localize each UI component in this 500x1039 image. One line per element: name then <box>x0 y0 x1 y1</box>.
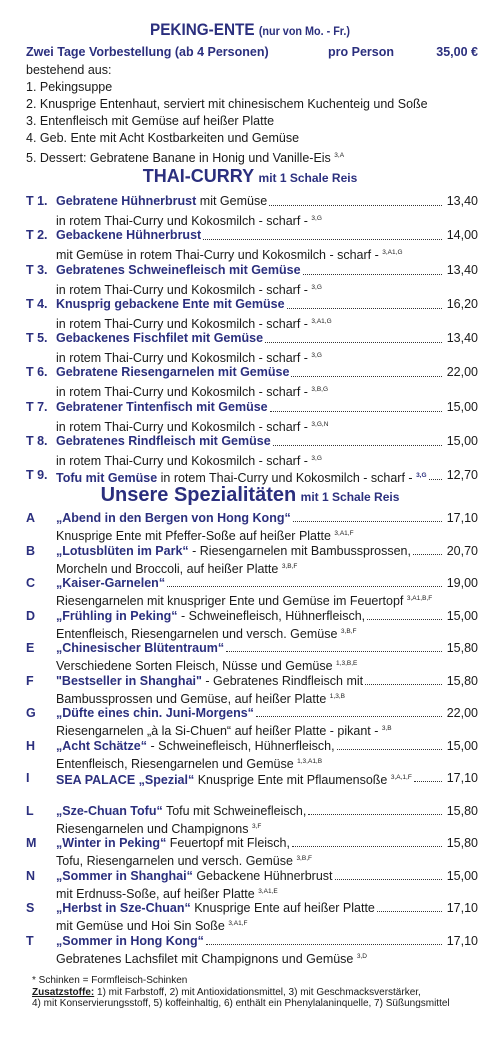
item-code: E <box>26 641 35 655</box>
item-code: F <box>26 673 34 688</box>
item-desc-text: Morcheln und Broccoli, auf heißer Platte <box>56 561 279 576</box>
item-desc <box>26 210 478 227</box>
item-price: 15,00 <box>446 868 478 883</box>
item-row <box>26 738 478 754</box>
item-name-text: „Lotusblüten im Park“ <box>56 543 189 558</box>
additives-line-1: 1) mit Farbstoff, 2) mit Antioxidationsmittel, 3) mit Geschmacksverstärker, <box>94 986 421 998</box>
thai-item <box>26 330 478 364</box>
item-name-rest: Tofu mit Schweinefleisch, <box>162 803 307 818</box>
peking-subtitle: (nur von Mo. - Fr.) <box>258 24 351 38</box>
item-name <box>56 262 301 279</box>
item-desc <box>26 819 478 835</box>
item-price: 15,80 <box>446 673 478 688</box>
item-row <box>26 543 478 559</box>
item-name-rest: - Riesengarnelen mit Bambussprossen, <box>188 543 411 558</box>
item-code: T 7. <box>26 399 48 414</box>
spez-item <box>26 835 478 868</box>
item-desc <box>26 450 478 467</box>
item-row <box>26 193 478 210</box>
dot-leader <box>292 835 442 847</box>
item-row <box>26 803 478 819</box>
spez-list <box>26 510 478 965</box>
dot-leader <box>167 575 442 587</box>
item-row <box>26 608 478 624</box>
item-code: T 5. <box>26 331 48 346</box>
item-price: 15,80 <box>446 836 478 850</box>
item-desc-text: Bambussprossen und Gemüse, auf heißer Platte <box>56 691 327 706</box>
dot-leader <box>273 433 442 446</box>
item-code: D <box>26 608 36 623</box>
item-name-text: „Sommer in Hong Kong“ <box>56 933 204 948</box>
thai-title <box>0 166 500 187</box>
item-name <box>56 640 224 656</box>
item-desc <box>26 591 478 607</box>
item-name <box>56 803 306 819</box>
item-desc-text: Gebratenes Lachsfilet mit Champignons und Gemüse <box>56 951 354 966</box>
additive-sup: 1,3,B <box>329 692 345 700</box>
item-code: T 3. <box>26 262 48 277</box>
dot-leader <box>429 467 442 480</box>
item-name-text: Gebackenes Fischfilet mit Gemüse <box>56 331 264 346</box>
dot-leader <box>226 640 442 652</box>
item-name <box>56 770 412 786</box>
item-name <box>56 193 267 210</box>
item-row <box>26 673 478 689</box>
item-row <box>26 705 478 721</box>
additive-sup: 3,A1,F <box>334 530 354 537</box>
thai-list <box>26 193 478 467</box>
item-name <box>56 330 263 347</box>
item-name-text: SEA PALACE „Spezial“ <box>56 773 195 787</box>
item-code: G <box>26 706 36 720</box>
item-code: T 2. <box>26 228 48 243</box>
thai-item-t9 <box>26 467 478 484</box>
item-price: 17,10 <box>446 901 478 915</box>
spez-item <box>26 738 478 771</box>
item-name <box>56 575 165 591</box>
item-row <box>26 510 478 526</box>
item-desc-text: in rotem Thai-Curry und Kokosmilch - scharf - <box>56 385 308 400</box>
additive-sup: 3,G <box>311 352 322 360</box>
item-name-text: Gebratene Riesengarnelen mit Gemüse <box>56 365 290 380</box>
dot-leader <box>206 933 442 945</box>
item-name <box>56 705 254 721</box>
item-name-text: „Düfte eines chin. Juni-Morgens“ <box>56 706 254 720</box>
dot-leader <box>414 770 442 782</box>
peking-course: 1. Pekingsuppe <box>26 80 113 94</box>
item-desc <box>26 884 478 900</box>
item-price: 13,40 <box>446 194 478 208</box>
dot-leader <box>367 608 442 620</box>
item-name-text: Gebackene Hühnerbrust <box>56 228 202 243</box>
additive-sup: 1,3,A1,B <box>297 757 323 765</box>
item-name-text: „Kaiser-Garnelen“ <box>56 576 166 590</box>
item-name <box>56 738 335 754</box>
dot-leader <box>203 227 442 240</box>
item-row <box>26 262 478 279</box>
additive-sup: 3,A1,G <box>382 249 403 257</box>
item-name-rest: - Schweinefleisch, Hühnerfleisch, <box>147 738 335 753</box>
item-desc-text: Entenfleisch, Riesengarnelen und versch. Gemüse <box>56 626 338 641</box>
item-desc <box>26 656 478 672</box>
item-desc <box>26 721 478 737</box>
footer <box>32 975 450 1010</box>
additives-line-2: 4) mit Konservierungsstoff, 5) koffeinhaltig, 6) enthält ein Phenylalaninquelle, 7) Süßungsmittel <box>32 998 450 1009</box>
item-name-text: „Sze-Chuan Tofu“ <box>56 803 163 818</box>
item-name <box>56 543 411 559</box>
spez-item <box>26 803 478 836</box>
item-desc <box>26 526 478 542</box>
spez-title <box>0 484 500 507</box>
thai-item <box>26 296 478 330</box>
item-name <box>56 608 365 624</box>
item-name-text: „Acht Schätze“ <box>56 738 147 753</box>
peking-consists-of: bestehend aus: <box>26 63 112 77</box>
spez-item <box>26 770 478 803</box>
item-desc <box>26 916 478 932</box>
item-code: T 4. <box>26 296 48 311</box>
item-price: 15,00 <box>446 608 478 623</box>
item-name-rest: mit Gemüse <box>196 194 268 208</box>
item-desc-text: Riesengarnelen und Champignons <box>56 821 249 836</box>
item-price: 17,10 <box>446 933 478 948</box>
item-name-rest: Gebackene Hühnerbrust <box>192 868 333 883</box>
thai-item <box>26 364 478 398</box>
item-desc-text: in rotem Thai-Curry und Kokosmilch - scharf - <box>56 454 308 469</box>
item-name-rest: in rotem Thai-Curry und Kokosmilch - scharf - <box>157 471 413 485</box>
peking-course: 2. Knusprige Entenhaut, serviert mit chinesischem Kuchenteig und Soße <box>26 97 428 111</box>
spez-item <box>26 640 478 673</box>
item-name <box>56 399 268 416</box>
item-desc <box>26 624 478 640</box>
peking-title-text: PEKING-ENTE <box>149 20 255 39</box>
item-name <box>56 467 427 484</box>
additive-sup: 3,A1,G <box>311 317 332 325</box>
item-name-text: „Winter in Peking“ <box>56 836 167 850</box>
item-desc-text: Verschiedene Sorten Fleisch, Nüsse und Gemüse <box>56 659 333 673</box>
item-name-text: „Chinesischer Blütentraum“ <box>56 641 225 655</box>
dot-leader <box>265 330 442 343</box>
additive-sup: 3,B,G <box>311 386 329 394</box>
thai-item <box>26 262 478 296</box>
additive-sup: 3,A1,E <box>258 887 278 895</box>
item-code: T 6. <box>26 365 48 380</box>
peking-course-text: 5. Dessert: Gebratene Banane in Honig und Vanille-Eis <box>26 151 331 165</box>
item-price: 17,10 <box>446 771 478 785</box>
item-price: 15,00 <box>446 738 478 753</box>
item-price: 20,70 <box>446 543 478 558</box>
spez-item <box>26 673 478 706</box>
item-row <box>26 933 478 949</box>
item-price: 15,80 <box>446 803 478 818</box>
dot-leader <box>308 803 442 815</box>
item-code: L <box>26 803 34 818</box>
item-row <box>26 227 478 244</box>
item-row <box>26 330 478 347</box>
spez-item <box>26 510 478 543</box>
spez-item <box>26 543 478 576</box>
spez-item <box>26 705 478 738</box>
item-row <box>26 900 478 916</box>
additive-sup: 3,A <box>334 152 345 159</box>
additive-sup: 3,B <box>381 725 392 732</box>
dot-leader <box>365 673 442 685</box>
item-desc-text: in rotem Thai-Curry und Kokosmilch - scharf - <box>56 419 308 434</box>
spez-item <box>26 933 478 966</box>
peking-order-row <box>26 45 478 59</box>
item-price: 15,00 <box>446 399 478 414</box>
item-name <box>56 835 290 851</box>
additive-sup: 1,3,B,E <box>336 660 358 667</box>
item-name-text: Knusprig gebackene Ente mit Gemüse <box>56 296 285 311</box>
dot-leader <box>303 262 442 275</box>
additive-sup: 3,G <box>311 455 322 463</box>
item-name <box>56 510 291 526</box>
item-desc-text: mit Gemüse in rotem Thai-Curry und Kokosmilch - scharf - <box>56 248 379 263</box>
peking-per-person: pro Person <box>328 45 394 59</box>
item-price: 15,80 <box>446 641 478 655</box>
item-desc-text: in rotem Thai-Curry und Kokosmilch - scharf - <box>56 282 308 297</box>
item-code: M <box>26 836 37 850</box>
item-code: T 9. <box>26 468 48 482</box>
dot-leader <box>335 868 442 880</box>
item-desc <box>26 416 478 433</box>
additive-sup: 3,G <box>311 283 322 291</box>
peking-courses <box>26 62 428 167</box>
item-name-text: Tofu mit Gemüse <box>56 471 158 485</box>
spez-item <box>26 575 478 608</box>
item-name <box>56 673 363 689</box>
item-name-text: „Abend in den Bergen von Hong Kong“ <box>56 511 291 525</box>
item-desc-text: Entenfleisch, Riesengarnelen und Gemüse <box>56 756 294 771</box>
item-price: 15,00 <box>446 434 478 449</box>
item-name <box>56 433 271 450</box>
item-desc-text: in rotem Thai-Curry und Kokosmilch - scharf - <box>56 316 308 331</box>
additive-sup: 3,G,N <box>311 420 329 428</box>
item-name <box>56 900 375 916</box>
item-price: 22,00 <box>446 365 478 380</box>
item-desc-text: Riesengarnelen „à la Si-Chuen“ auf heißer Platte - pikant - <box>56 724 379 738</box>
item-name-rest: - Schweinefleisch, Hühnerfleisch, <box>177 608 366 623</box>
item-price: 16,20 <box>446 296 478 311</box>
item-name-text: Gebratene Hühnerbrust <box>56 194 197 208</box>
item-desc <box>26 559 478 575</box>
item-code: S <box>26 901 35 915</box>
additive-sup: 3,A,1,F <box>390 774 412 781</box>
item-name-text: Gebratener Tintenfisch mit Gemüse <box>56 399 268 414</box>
footer-note: * Schinken = Formfleisch-Schinken <box>32 975 188 986</box>
item-price: 12,70 <box>446 468 478 482</box>
dot-leader <box>269 193 442 206</box>
item-row <box>26 575 478 591</box>
item-name-text: Gebratenes Rindfleisch mit Gemüse <box>56 434 271 449</box>
thai-item <box>26 433 478 467</box>
additive-sup: 3,B,F <box>281 562 298 570</box>
thai-item <box>26 193 478 227</box>
item-row <box>26 399 478 416</box>
item-code: I <box>26 771 30 785</box>
item-row <box>26 770 478 786</box>
spez-subtitle: mit 1 Schale Reis <box>300 490 400 504</box>
item-row <box>26 296 478 313</box>
additive-sup: 3,G <box>311 215 322 222</box>
additive-sup: 3,D <box>356 952 367 960</box>
item-name <box>56 296 285 313</box>
item-code: T <box>26 933 34 948</box>
peking-course <box>26 147 428 167</box>
item-desc-text: mit Erdnuss-Soße, auf heißer Platte <box>56 886 255 901</box>
thai-item <box>26 227 478 261</box>
item-row <box>26 868 478 884</box>
item-row <box>26 835 478 851</box>
item-desc-text: Knusprige Ente mit Pfeffer-Soße auf heißer Platte <box>56 529 331 543</box>
item-name-text: Gebratenes Schweinefleisch mit Gemüse <box>56 262 301 277</box>
item-code: A <box>26 511 36 525</box>
peking-order-note: Zwei Tage Vorbestellung (ab 4 Personen) <box>26 45 269 59</box>
additive-sup: 3,B,F <box>296 855 312 862</box>
item-name-rest: Knusprige Ente auf heißer Platte <box>190 901 375 915</box>
item-name <box>56 933 204 949</box>
peking-title <box>25 20 475 40</box>
peking-course: 3. Entenfleisch mit Gemüse auf heißer Platte <box>26 114 275 128</box>
item-desc <box>26 244 478 261</box>
dot-leader <box>293 510 442 522</box>
item-price: 22,00 <box>446 706 478 720</box>
thai-title-text: THAI-CURRY <box>142 166 255 186</box>
item-name-rest: - Gebratenes Rindfleisch mit <box>201 673 364 688</box>
item-name-text: „Frühling in Peking“ <box>56 608 178 623</box>
item-name-text: „Herbst in Sze-Chuan“ <box>56 901 191 915</box>
dot-leader <box>413 543 442 555</box>
item-price: 19,00 <box>446 576 478 590</box>
additives-label: Zusatzstoffe: <box>32 986 95 998</box>
item-price: 17,10 <box>446 511 478 525</box>
peking-course: 4. Geb. Ente mit Acht Kostbarkeiten und Gemüse <box>26 131 300 145</box>
item-desc <box>26 381 478 398</box>
spez-title-text: Unsere Spezialitäten <box>100 484 297 506</box>
item-desc-text: Tofu, Riesengarnelen und versch. Gemüse <box>56 854 293 868</box>
item-name-text: "Bestseller in Shanghai" <box>56 673 202 688</box>
spez-item <box>26 900 478 933</box>
item-name <box>56 364 289 381</box>
additive-sup: 3,F <box>251 822 262 830</box>
footer-additives <box>32 987 450 999</box>
dot-leader <box>287 296 442 309</box>
item-name-rest: Knusprige Ente mit Pflaumensoße <box>194 773 388 787</box>
dot-leader <box>270 399 442 412</box>
item-desc <box>26 851 478 867</box>
item-desc <box>26 347 478 364</box>
additive-sup: 3,A1,B,F <box>406 595 433 602</box>
item-desc <box>26 313 478 330</box>
item-price: 13,40 <box>446 331 478 346</box>
item-row <box>26 433 478 450</box>
item-name <box>56 227 201 244</box>
item-desc-text: in rotem Thai-Curry und Kokosmilch - scharf - <box>56 351 308 366</box>
additive-sup: 3,G <box>416 472 427 479</box>
item-desc-text: mit Gemüse und Hoi Sin Soße <box>56 919 225 933</box>
item-code: T 8. <box>26 434 48 449</box>
item-desc <box>26 279 478 296</box>
thai-item <box>26 399 478 433</box>
item-code: C <box>26 576 36 590</box>
item-row <box>26 364 478 381</box>
item-name <box>56 868 333 884</box>
item-desc <box>26 754 478 770</box>
peking-price: 35,00 € <box>436 45 478 59</box>
item-price: 13,40 <box>446 262 478 277</box>
dot-leader <box>291 364 442 377</box>
item-desc <box>26 949 478 965</box>
dot-leader <box>377 900 442 912</box>
item-row <box>26 640 478 656</box>
dot-leader <box>337 738 442 750</box>
item-code: N <box>26 868 36 883</box>
item-code: H <box>26 738 36 753</box>
spez-item <box>26 608 478 641</box>
item-name-text: „Sommer in Shanghai“ <box>56 868 193 883</box>
thai-subtitle: mit 1 Schale Reis <box>258 171 358 185</box>
item-desc-text: Riesengarnelen mit knuspriger Ente und Gemüse im Feuertopf <box>56 594 404 608</box>
spez-item <box>26 868 478 901</box>
item-price: 14,00 <box>446 228 478 243</box>
additive-sup: 3,A1,F <box>228 920 248 927</box>
item-desc-text: in rotem Thai-Curry und Kokosmilch - scharf - <box>56 214 308 228</box>
item-desc <box>26 689 478 705</box>
item-code: B <box>26 543 36 558</box>
dot-leader <box>256 705 442 717</box>
item-code: T 1. <box>26 194 48 208</box>
additive-sup: 3,B,F <box>340 627 357 635</box>
item-name-rest: Feuertopf mit Fleisch, <box>166 836 290 850</box>
